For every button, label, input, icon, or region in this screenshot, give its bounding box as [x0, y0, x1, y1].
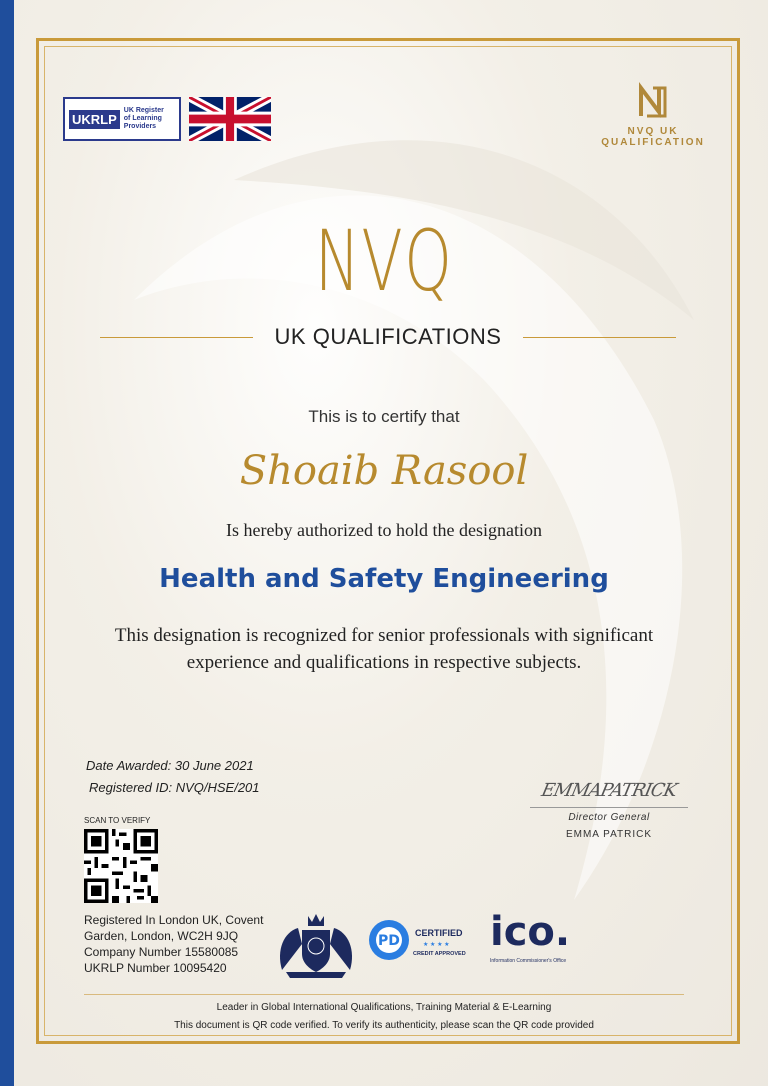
ukrlp-text: UK Register of Learning Providers — [123, 107, 164, 130]
footer-tagline: Leader in Global International Qualifications, Training Material & E-Learning — [216, 1002, 552, 1013]
registered-id: Registered ID: NVQ/HSE/201 — [89, 780, 260, 795]
ukrlp-abbr: UKRLP — [69, 110, 120, 129]
description-line-2: experience and qualifications in respective subjects. — [186, 652, 582, 673]
award-meta — [86, 755, 260, 799]
signature: EMMAPATRICK — [539, 780, 679, 801]
certificate-subtitle: UK QUALIFICATIONS — [274, 324, 502, 349]
divider-right — [523, 337, 676, 338]
reg-line-3: Company Number 15580085 — [84, 945, 239, 959]
signatory-role: Director General — [568, 812, 650, 823]
reg-line-4: UKRLP Number 10095420 — [84, 961, 227, 975]
recipient-name: Shoaib Rasool — [239, 448, 529, 494]
signature-line — [530, 807, 688, 808]
footer-verification-note: This document is QR code verified. To verify its authenticity, please scan the QR code provided — [174, 1020, 594, 1031]
qr-code-icon[interactable] — [84, 829, 158, 903]
brand-text: NVQ UK QUALIFICATION — [601, 126, 705, 148]
brand-logo — [578, 82, 728, 148]
registration-details — [84, 912, 263, 976]
divider-left — [100, 337, 253, 338]
ico-logo — [490, 909, 582, 972]
svg-text:★ ★ ★ ★: ★ ★ ★ ★ — [423, 942, 450, 948]
signature-block — [530, 780, 688, 840]
signatory-name: EMMA PATRICK — [565, 829, 653, 840]
cpd-mark: PD — [378, 933, 400, 949]
certificate-title: NVQ — [314, 212, 454, 310]
designation-description — [100, 622, 668, 676]
certify-text: This is to certify that — [308, 407, 460, 426]
reg-line-1: Registered In London UK, Covent — [84, 913, 264, 927]
nvq-monogram-icon — [633, 82, 673, 122]
authorized-text: Is hereby authorized to hold the designation — [226, 520, 542, 540]
ukrlp-logo — [63, 97, 181, 141]
description-line-1: This designation is recognized for senior professionals with significant — [114, 625, 654, 646]
scan-label: SCAN TO VERIFY — [84, 816, 151, 825]
cpd-badge-icon — [367, 916, 471, 964]
reg-line-2: Garden, London, WC2H 9JQ — [84, 929, 239, 943]
royal-crest-icon — [272, 910, 360, 980]
ico-wordmark: ico. — [490, 909, 571, 955]
ico-subtitle: Information Commissioner's Office — [490, 958, 567, 964]
left-accent-bar — [0, 0, 14, 1086]
uk-flag-icon — [189, 97, 271, 141]
subtitle-row — [100, 324, 676, 350]
cpd-certified: CERTIFIED — [415, 928, 463, 938]
designation-title: Health and Safety Engineering — [159, 564, 609, 594]
date-awarded: Date Awarded: 30 June 2021 — [86, 758, 254, 773]
cpd-credit: CREDIT APPROVED — [413, 951, 466, 957]
footer-divider — [84, 994, 684, 995]
